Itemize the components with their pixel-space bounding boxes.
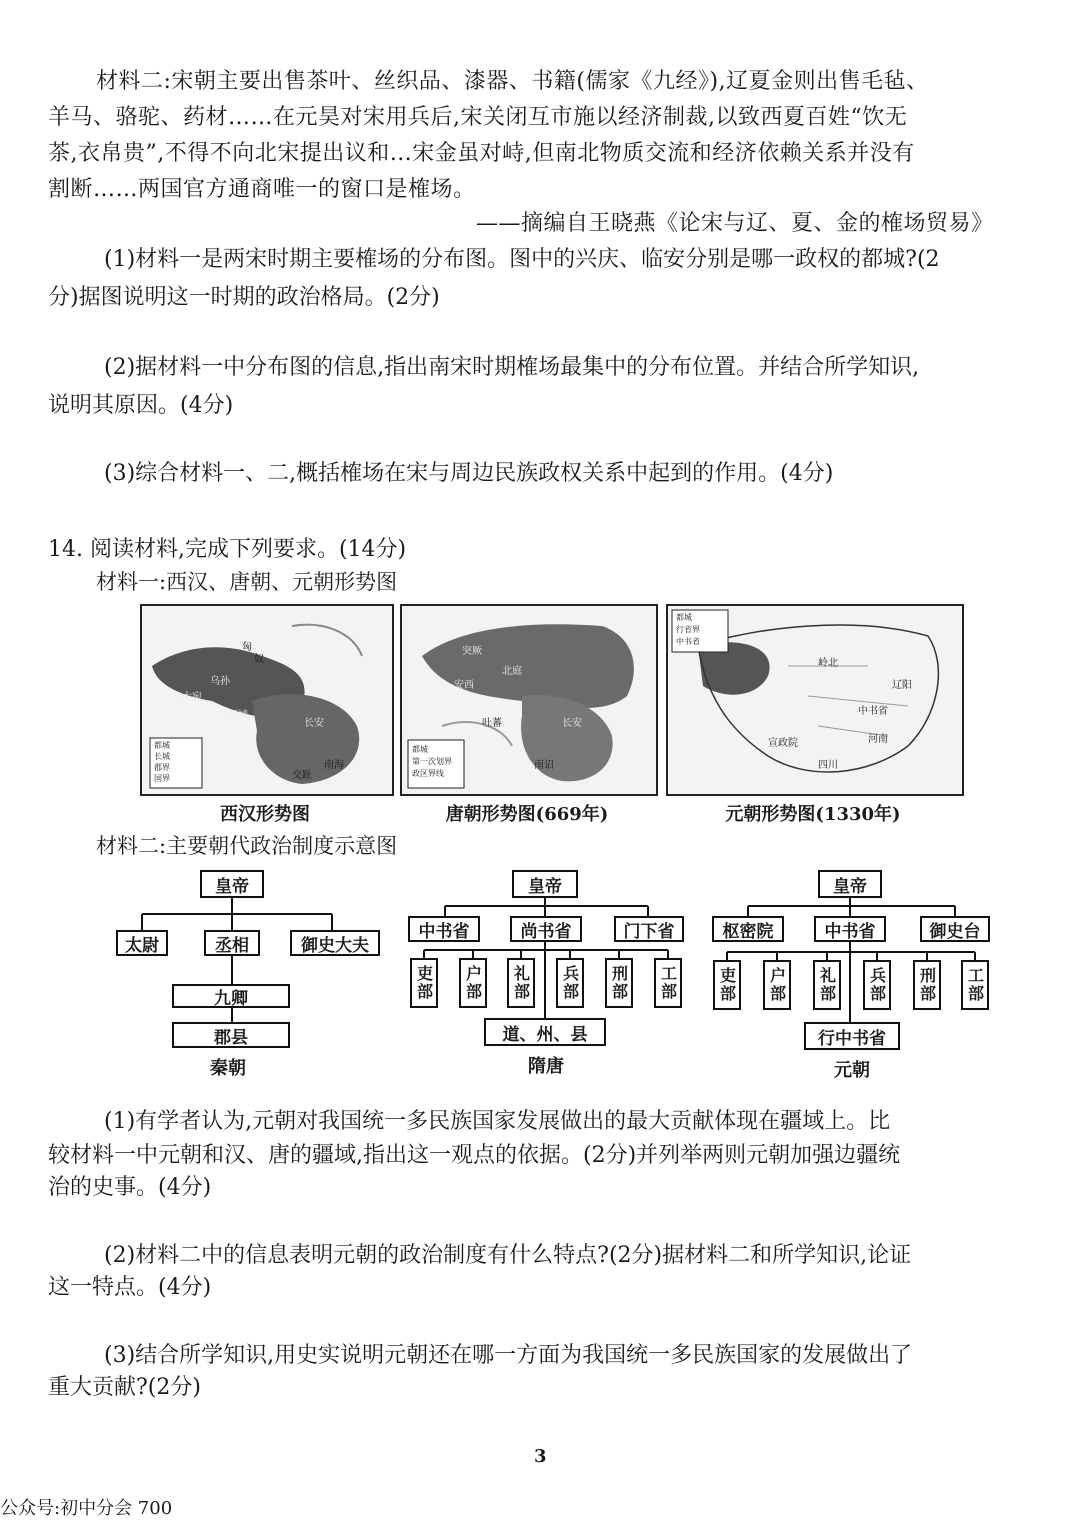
qin-label: 秦朝 <box>210 1058 246 1079</box>
map-yuan-label-sichuan: 四川 <box>818 760 838 771</box>
material2-line-3: 茶,衣帛贵”,不得不向北宋提出议和…宋金虽对峙,但南北物质交流和经济依赖关系并没有 <box>48 141 915 166</box>
map-yuan-label-henan: 河南 <box>868 734 888 745</box>
map-xihan-label-xiong: 匈 <box>242 642 252 653</box>
q14-material1-label: 材料一:西汉、唐朝、元朝形势图 <box>96 570 398 594</box>
q14-heading: 14. 阅读材料,完成下列要求。(14分) <box>48 537 407 562</box>
q14-2-line-1: (2)材料二中的信息表明元朝的政治制度有什么特点?(2分)据材料二和所学知识,论证 <box>104 1243 912 1268</box>
suitang-shangshu: 尚书省 <box>510 916 582 942</box>
qin-jiuqing: 九卿 <box>172 984 290 1008</box>
suitang-xingbu: 刑部 <box>605 958 633 1008</box>
map-tang-label-anxi: 安西 <box>454 680 474 691</box>
yuan-xingbu: 刑部 <box>913 960 941 1010</box>
q14-1-line-1: (1)有学者认为,元朝对我国统一多民族国家发展做出的最大贡献体现在疆域上。比 <box>104 1109 891 1134</box>
yuan-libu-rites: 礼部 <box>813 960 841 1010</box>
map-yuan-label-liaoyang: 辽阳 <box>892 680 912 691</box>
map-xihan-label-wusun: 乌孙 <box>210 676 230 687</box>
suitang-libu-rites: 礼部 <box>507 958 535 1008</box>
suitang-local: 道、州、县 <box>484 1018 606 1046</box>
yuan-zhongshu: 中书省 <box>814 916 886 942</box>
map-yuan-legend-3: 中书省 <box>676 637 700 646</box>
map-xihan-legend-1: 都城 <box>154 741 170 750</box>
suitang-menxia: 门下省 <box>614 916 684 942</box>
map-xihan-legend-3: 郡界 <box>154 763 170 772</box>
q14-3-line-1: (3)结合所学知识,用史实说明元朝还在哪一方面为我国统一多民族国家的发展做出了 <box>104 1343 913 1368</box>
page-number: 3 <box>534 1446 547 1467</box>
map-xihan-label-jiaozhi: 交趾 <box>292 770 312 781</box>
suitang-zhongshu: 中书省 <box>408 916 480 942</box>
yuan-xingzhongshusheng: 行中书省 <box>804 1022 900 1050</box>
q14-2-line-2: 这一特点。(4分) <box>48 1275 212 1300</box>
material2-line-4: 割断……两国官方通商唯一的窗口是榷场。 <box>48 177 476 202</box>
suitang-libu-personnel: 吏部 <box>410 958 438 1008</box>
yuan-gongbu: 工部 <box>961 960 989 1010</box>
map-tang-label-tujue: 突厥 <box>462 646 482 657</box>
yuan-emperor: 皇帝 <box>818 870 882 898</box>
suitang-emperor: 皇帝 <box>512 870 578 898</box>
yuan-bingbu: 兵部 <box>863 960 891 1010</box>
map-tang-label-tubo: 吐蕃 <box>482 718 502 729</box>
suitang-hubu: 户部 <box>459 958 487 1008</box>
q14-3-line-2: 重大贡献?(2分) <box>48 1375 201 1400</box>
q14-1-line-3: 治的史事。(4分) <box>48 1175 212 1200</box>
qin-junxian: 郡县 <box>172 1022 290 1048</box>
map-yuan-caption: 元朝形势图(1330年) <box>725 804 901 825</box>
q14-1-line-2: 较材料一中元朝和汉、唐的疆域,指出这一观点的依据。(2分)并列举两则元朝加强边疆统 <box>48 1143 901 1168</box>
map-xihan-label-changan: 长安 <box>304 718 324 729</box>
material2-line-1: 材料二:宋朝主要出售茶叶、丝织品、漆器、书籍(儒家《九经》),辽夏金则出售毛毡、 <box>96 69 929 94</box>
qin-chengxiang: 丞相 <box>204 930 260 956</box>
map-yuan-legend-2: 行省界 <box>676 625 700 634</box>
map-xihan-legend-4: 国界 <box>154 774 170 783</box>
map-tang-legend-1: 都城 <box>412 745 428 754</box>
q13-1-line-1: (1)材料一是两宋时期主要榷场的分布图。图中的兴庆、临安分别是哪一政权的都城?(2 <box>104 247 940 272</box>
map-tang-label-beiting: 北庭 <box>502 666 522 677</box>
map-xihan-legend-2: 长城 <box>154 752 170 761</box>
map-xihan-label-dawan: 大宛 <box>182 692 202 703</box>
map-tang-caption: 唐朝形势图(669年) <box>445 804 609 825</box>
map-tang-label-changan: 长安 <box>562 718 582 729</box>
map-tang-legend-2: 第一次划界 <box>412 757 452 766</box>
q14-material2-label: 材料二:主要朝代政治制度示意图 <box>96 834 398 858</box>
suitang-gongbu: 工部 <box>654 958 682 1008</box>
map-yuan-label-xuanzhengyuan: 宣政院 <box>768 738 798 749</box>
qin-taiwei: 太尉 <box>116 930 168 956</box>
footer-text: 公众号:初中分会 700 <box>0 1498 173 1519</box>
map-tang-legend-3: 政区界线 <box>412 769 444 778</box>
map-yuan-label-lingbei: 岭北 <box>818 658 838 669</box>
material2-line-2: 羊马、骆驼、药材……在元昊对宋用兵后,宋关闭互市施以经济制裁,以致西夏百姓“饮无 <box>48 105 908 130</box>
map-yuan-legend-1: 都城 <box>676 613 692 622</box>
map-tang-label-nanzhao: 南诏 <box>534 760 554 771</box>
yuan-label: 元朝 <box>834 1060 870 1081</box>
map-yuan-label-zhongshusheng: 中书省 <box>858 706 888 717</box>
q13-2-line-2: 说明其原因。(4分) <box>48 393 234 418</box>
yuan-shumiyuan: 枢密院 <box>712 916 784 942</box>
q13-1-line-2: 分)据图说明这一时期的政治格局。(2分) <box>48 285 440 310</box>
yuan-hubu: 户部 <box>763 960 791 1010</box>
qin-yushidafu: 御史大夫 <box>290 930 380 956</box>
yuan-yushitai: 御史台 <box>920 916 990 942</box>
map-xihan-caption: 西汉形势图 <box>220 804 310 825</box>
q13-2-line-1: (2)据材料一中分布图的信息,指出南宋时期榷场最集中的分布位置。并结合所学知识, <box>104 355 920 380</box>
map-xihan-label-nanhai: 南海 <box>324 760 344 771</box>
material2-source: ——摘编自王晓燕《论宋与辽、夏、金的榷场贸易》 <box>476 211 994 236</box>
yuan-libu-personnel: 吏部 <box>713 960 741 1010</box>
q13-3: (3)综合材料一、二,概括榷场在宋与周边民族政权关系中起到的作用。(4分) <box>104 461 834 486</box>
suitang-bingbu: 兵部 <box>556 958 584 1008</box>
suitang-label: 隋唐 <box>528 1056 564 1077</box>
map-xihan-label-xiyu: 西域 <box>228 710 248 721</box>
map-xihan-label-nu: 奴 <box>254 654 264 665</box>
qin-emperor: 皇帝 <box>200 870 264 898</box>
